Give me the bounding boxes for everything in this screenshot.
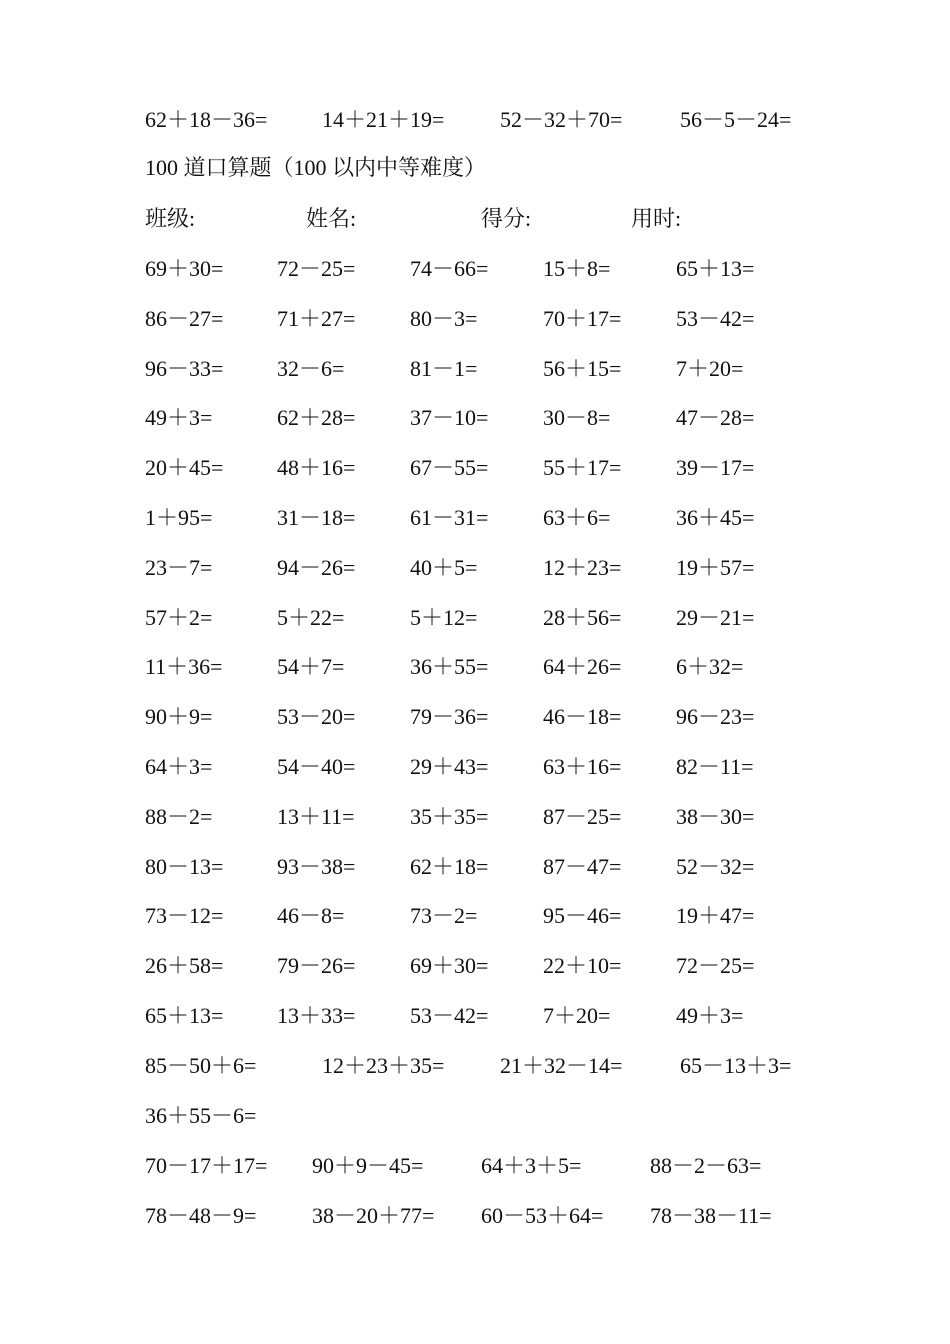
grid-row [0, 955, 950, 985]
problem: 36＋55= [410, 654, 489, 680]
problem: 13＋11= [277, 803, 355, 829]
problem: 62＋18－36= [145, 107, 268, 132]
problem: 88－2= [145, 803, 213, 829]
problem: 39－17= [676, 455, 755, 481]
problem: 38－20＋77= [312, 1203, 435, 1228]
problem: 79－36= [410, 704, 489, 730]
problem: 79－26= [277, 953, 356, 979]
grid-row [0, 355, 950, 388]
problem: 54－40= [277, 754, 356, 779]
problem: 52－32= [676, 853, 755, 879]
problem: 36＋55－6= [145, 1103, 257, 1128]
problem: 70－17＋17= [145, 1153, 268, 1178]
problem: 22＋10= [543, 953, 622, 979]
problem: 65＋13= [676, 256, 755, 281]
three-step-row [0, 1155, 950, 1185]
problem: 87－47= [543, 853, 622, 879]
problem: 78－38－11= [650, 1203, 772, 1228]
problem: 46－18= [543, 704, 622, 730]
problem: 78－48－9= [145, 1203, 257, 1228]
problem: 52－32＋70= [500, 107, 623, 132]
problem: 11＋36= [145, 654, 223, 680]
grid-row [0, 1005, 950, 1035]
problem: 69＋30= [410, 953, 489, 979]
grid-row [0, 258, 950, 288]
problem: 1＋95= [145, 505, 213, 530]
problem: 60－53＋64= [481, 1203, 604, 1228]
problem: 65－13＋3= [680, 1053, 792, 1078]
problem: 36＋45= [676, 505, 755, 530]
problem: 64＋3= [145, 754, 213, 779]
problem: 63＋6= [543, 505, 611, 530]
problem: 73－12= [145, 903, 224, 929]
problem: 21＋32－14= [500, 1053, 623, 1078]
problem: 72－25= [676, 953, 755, 979]
problem: 56－5－24= [680, 107, 792, 132]
worksheet-title: 100 道口算题（100 以内中等难度） [145, 155, 487, 180]
problem: 71＋27= [277, 305, 356, 331]
problem: 64＋26= [543, 654, 622, 680]
problem: 70＋17= [543, 305, 622, 331]
problem: 62＋28= [277, 405, 356, 431]
problem: 7＋20= [676, 355, 744, 381]
problem: 26＋58= [145, 953, 224, 979]
problem: 46－8= [277, 903, 345, 929]
problem: 55＋17= [543, 455, 622, 481]
grid-row [0, 756, 950, 786]
problem: 32－6= [277, 355, 345, 381]
problem: 67－55= [410, 455, 489, 481]
problem: 37－10= [410, 405, 489, 431]
problem: 74－66= [410, 256, 489, 281]
problem: 23－7= [145, 554, 213, 580]
problem: 65＋13= [145, 1003, 224, 1028]
grid-row [0, 407, 950, 437]
problem: 56＋15= [543, 355, 622, 381]
single-problem-row [0, 1105, 950, 1135]
problem: 63＋16= [543, 754, 622, 779]
problem: 49＋3= [676, 1003, 744, 1028]
grid-row [0, 305, 950, 338]
problem: 5＋12= [410, 604, 478, 630]
grid-row [0, 803, 950, 836]
problem: 62＋18= [410, 853, 489, 879]
problem: 53－20= [277, 704, 356, 730]
problem: 13＋33= [277, 1003, 356, 1028]
problem: 53－42= [410, 1003, 489, 1028]
problem: 19＋47= [676, 903, 755, 929]
problem: 19＋57= [676, 554, 755, 580]
problem: 49＋3= [145, 405, 213, 431]
problem: 80－13= [145, 853, 224, 879]
problem: 73－2= [410, 903, 478, 929]
problem: 86－27= [145, 305, 224, 331]
problem: 53－42= [676, 305, 755, 331]
problem: 29－21= [676, 604, 755, 630]
problem: 94－26= [277, 554, 356, 580]
class-label: 班级: [145, 206, 196, 231]
grid-row [0, 554, 950, 587]
grid-row [0, 457, 950, 487]
problem: 96－33= [145, 355, 224, 381]
problem: 20＋45= [145, 455, 224, 481]
problem: 82－11= [676, 754, 754, 779]
problem: 40＋5= [410, 554, 478, 580]
problem: 90＋9－45= [312, 1153, 424, 1178]
name-label: 姓名: [306, 206, 357, 231]
problem: 28＋56= [543, 604, 622, 630]
problem: 6＋32= [676, 654, 744, 680]
problem: 35＋35= [410, 803, 489, 829]
problem: 88－2－63= [650, 1153, 762, 1178]
problem: 93－38= [277, 853, 356, 879]
problem: 54＋7= [277, 654, 345, 680]
three-step-row [0, 1055, 950, 1085]
problem: 48＋16= [277, 455, 356, 481]
problem: 57＋2= [145, 604, 213, 630]
problem: 64＋3＋5= [481, 1153, 582, 1178]
grid-row [0, 853, 950, 886]
problem: 61－31= [410, 505, 489, 530]
problem: 96－23= [676, 704, 755, 730]
problem: 38－30= [676, 803, 755, 829]
problem: 85－50＋6= [145, 1053, 257, 1078]
problem: 7＋20= [543, 1003, 611, 1028]
problem: 29＋43= [410, 754, 489, 779]
grid-row [0, 706, 950, 736]
grid-row [0, 656, 950, 686]
problem: 5＋22= [277, 604, 345, 630]
problem: 95－46= [543, 903, 622, 929]
problem: 12＋23＋35= [322, 1053, 445, 1078]
grid-row [0, 604, 950, 637]
three-step-row [0, 1205, 950, 1235]
problem: 14＋21＋19= [322, 107, 445, 132]
problem: 90＋9= [145, 704, 213, 730]
top-problem-row [0, 109, 950, 139]
problem: 15＋8= [543, 256, 611, 281]
score-label: 得分: [481, 206, 532, 231]
problem: 12＋23= [543, 554, 622, 580]
grid-row [0, 507, 950, 537]
problem: 72－25= [277, 256, 356, 281]
problem: 30－8= [543, 405, 611, 431]
problem: 31－18= [277, 505, 356, 530]
problem: 81－1= [410, 355, 478, 381]
problem: 80－3= [410, 305, 478, 331]
problem: 47－28= [676, 405, 755, 431]
grid-row [0, 905, 950, 935]
info-row [0, 208, 950, 238]
time-label: 用时: [631, 206, 682, 231]
problem: 87－25= [543, 803, 622, 829]
problem: 69＋30= [145, 256, 224, 281]
